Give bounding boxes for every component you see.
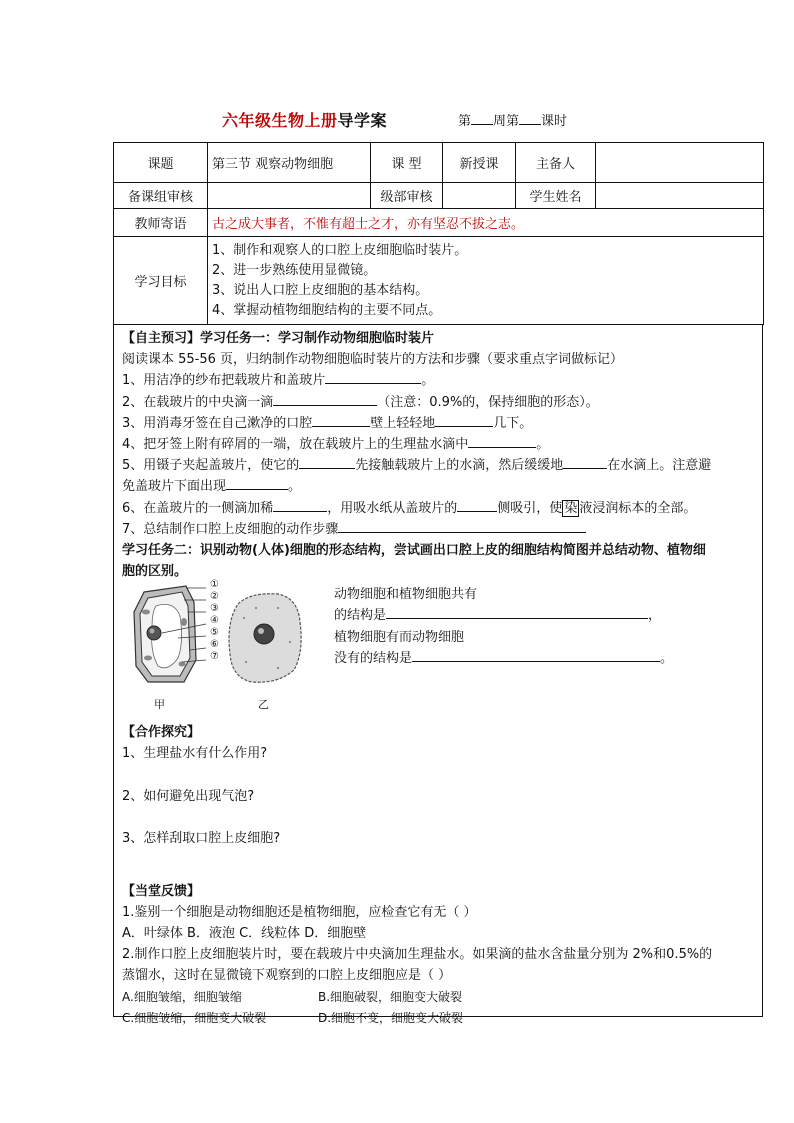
task2-heading: 学习任务二：识别动物(人体)细胞的形态结构，尝试画出口腔上皮的细胞结构简图并总结动物、植物细 (122, 542, 706, 558)
step-5-cont: 免盖玻片下面出现 。 (122, 476, 756, 497)
step-7: 7、总结制作口腔上皮细胞的动作步骤 (122, 519, 756, 540)
answer-space[interactable] (122, 849, 756, 870)
grade-review-value[interactable] (443, 183, 516, 209)
answer-space[interactable] (122, 807, 756, 828)
answer-space[interactable] (122, 765, 756, 786)
grade-review-label: 级部审核 (371, 183, 443, 209)
step-4: 4、把牙签上附有碎屑的一端，放在载玻片上的生理盐水滴中 。 (122, 434, 756, 455)
motto-value: 古之成大事者，不惟有超士之才，亦有坚忍不拔之志。 (208, 209, 764, 237)
blank-6b[interactable] (457, 498, 497, 512)
cell-figure (128, 582, 318, 692)
option-d: D.细胞不变，细胞变大破裂 (318, 1010, 464, 1025)
goal-item: 4、掌握动植物细胞结构的主要不同点。 (212, 302, 442, 318)
type-value: 新授课 (443, 143, 516, 183)
option-a: A.细胞皱缩，细胞皱缩 (122, 989, 242, 1004)
goals-list (208, 237, 764, 325)
step-2: 2、在载玻片的中央滴一滴 （注意：0.9%的，保持细胞的形态）。 (122, 392, 756, 413)
fig-label: ③ (210, 603, 219, 615)
blank-2[interactable] (273, 392, 377, 406)
feedback-q2-options-cd (122, 1008, 756, 1029)
blank-5a[interactable] (299, 455, 355, 469)
type-label: 课 型 (371, 143, 443, 183)
week-mid: 周第 (493, 114, 520, 129)
feedback-q2-cont: 蒸馏水，这时在显微镜下观察到的口腔上皮细胞应是（ ） (122, 968, 452, 984)
blank-4[interactable] (468, 434, 536, 448)
blank-3a[interactable] (312, 413, 370, 427)
blank-7[interactable] (338, 519, 586, 533)
plant-line-1: 植物细胞有而动物细胞 (334, 629, 465, 645)
goal-item: 1、制作和观察人的口腔上皮细胞临时装片。 (212, 242, 468, 258)
student-value[interactable] (596, 183, 764, 209)
goal-item: 3、说出人口腔上皮细胞的基本结构。 (212, 282, 429, 298)
main-content (113, 324, 763, 1025)
title-grade: 六年级 (222, 111, 272, 130)
explore-q2: 2、如何避免出现气泡? (122, 788, 255, 804)
explore-heading: 【合作探究】 (122, 725, 201, 741)
caption-animal: 乙 (258, 698, 269, 712)
fig-label: ④ (210, 615, 219, 627)
title-row (0, 108, 794, 134)
preview-heading: 【自主预习】学习任务一：学习制作动物细胞临时装片 (122, 331, 435, 346)
group-review-label: 备课组审核 (114, 183, 208, 209)
week-blank (471, 113, 493, 125)
topic-label: 课题 (114, 143, 208, 183)
motto-label: 教师寄语 (114, 209, 208, 237)
blank-1[interactable] (325, 370, 421, 384)
task2-heading-cont: 胞的区别。 (122, 564, 188, 580)
plant-blank[interactable] (412, 648, 660, 662)
feedback-q1: 1.鉴别一个细胞是动物细胞还是植物细胞，应检查它有无（ ） (122, 904, 477, 920)
plant-line-2: 没有的结构是 。 (334, 648, 764, 669)
week-lesson (458, 110, 567, 129)
goal-item: 2、进一步熟练使用显微镜。 (212, 262, 377, 278)
page-title (222, 108, 387, 131)
blank-6a[interactable] (273, 498, 327, 512)
blank-5c[interactable] (226, 476, 288, 490)
lesson-blank (519, 113, 541, 125)
preparer-label: 主备人 (516, 143, 596, 183)
boxed-char: 染 (564, 500, 578, 516)
goals-label: 学习目标 (114, 237, 208, 325)
header-table (113, 142, 764, 325)
blank-5b[interactable] (563, 455, 607, 469)
title-subject: 生物上册 (271, 111, 338, 130)
step-3: 3、用消毒牙签在自己漱净的口腔 壁上轻轻地 几下。 (122, 413, 756, 434)
blank-3b[interactable] (435, 413, 493, 427)
step-5: 5、用镊子夹起盖玻片，使它的 先接触载玻片上的水滴，然后缓缓地 在水滴上。注意避 (122, 455, 756, 476)
figure-area (122, 579, 756, 722)
preview-intro: 阅读课本 55-56 页，归纳制作动物细胞临时装片的方法和步骤（要求重点字词做标记） (122, 352, 624, 368)
week-prefix: 第 (458, 114, 472, 129)
fig-label: ② (210, 591, 219, 603)
fig-label: ① (210, 579, 219, 591)
feedback-heading: 【当堂反馈】 (122, 883, 201, 899)
plant-cell-diagram (134, 586, 196, 682)
comparison-text (334, 584, 764, 669)
step-6: 6、在盖玻片的一侧滴加稀 ，用吸水纸从盖玻片的 侧吸引，使 染 液浸润标本的全部。 (122, 498, 756, 519)
common-line-2: 的结构是 ， (334, 605, 764, 626)
title-kind: 导学案 (337, 111, 388, 130)
student-label: 学生姓名 (516, 183, 596, 209)
group-review-value[interactable] (208, 183, 371, 209)
preparer-value[interactable] (596, 143, 764, 183)
option-c: C.细胞皱缩，细胞变大破裂 (122, 1010, 267, 1025)
topic-value: 第三节 观察动物细胞 (208, 143, 371, 183)
animal-cell-diagram (229, 594, 301, 683)
option-b: B.细胞破裂，细胞变大破裂 (318, 989, 463, 1004)
feedback-q2-options-ab (122, 987, 756, 1008)
explore-q1: 1、生理盐水有什么作用? (122, 746, 268, 762)
explore-q3: 3、怎样刮取口腔上皮细胞? (122, 831, 281, 847)
week-suffix: 课时 (541, 114, 568, 129)
step-1: 1、用洁净的纱布把载玻片和盖玻片 。 (122, 370, 756, 391)
fig-label: ⑤ (210, 627, 219, 639)
feedback-q2: 2.制作口腔上皮细胞装片时，要在载玻片中央滴加生理盐水。如果滴的盐水含盐量分别为 2%和0.5%的 (122, 947, 713, 963)
feedback-q1-options: A．叶绿体 B．液泡 C．线粒体 D．细胞壁 (122, 925, 367, 941)
fig-label: ⑦ (210, 651, 219, 663)
common-line-1: 动物细胞和植物细胞共有 (334, 587, 478, 603)
caption-plant: 甲 (154, 698, 165, 712)
fig-label: ⑥ (210, 639, 219, 651)
figure-labels (210, 579, 219, 663)
common-blank[interactable] (386, 605, 648, 619)
